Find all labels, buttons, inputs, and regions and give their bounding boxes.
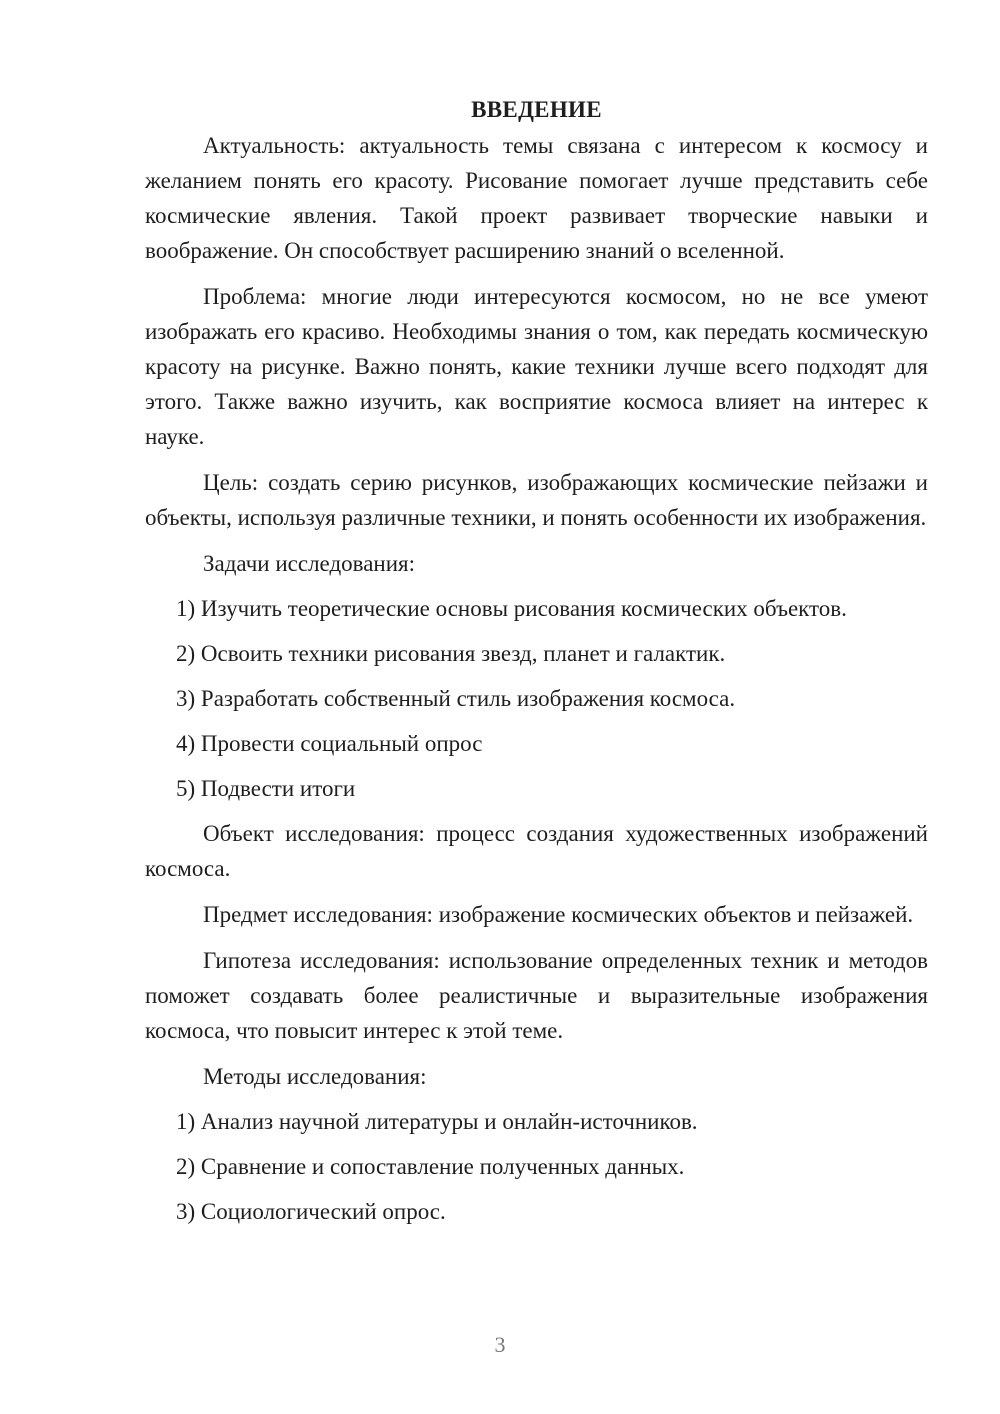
object-paragraph: Объект исследования: процесс создания художественных изображений космоса. xyxy=(145,821,928,881)
list-item: 1) Анализ научной литературы и онлайн-источников. xyxy=(176,1109,698,1134)
list-item: 1) Изучить теоретические основы рисования космических объектов. xyxy=(176,596,847,621)
list-item: 2) Освоить техники рисования звезд, планет и галактик. xyxy=(176,641,726,666)
list-item: 3) Разработать собственный стиль изображения космоса. xyxy=(176,686,736,711)
methods-title: Методы исследования: xyxy=(203,1064,427,1089)
goal-paragraph: Цель: создать серию рисунков, изображающих космические пейзажи и объекты, используя различные техники, и понять особенности их изображения. xyxy=(145,470,928,530)
list-item: 5) Подвести итоги xyxy=(176,776,356,801)
document-heading: ВВЕДЕНИЕ xyxy=(471,97,602,122)
document-page xyxy=(145,92,928,1239)
methods-list xyxy=(145,1104,928,1229)
tasks-title: Задачи исследования: xyxy=(203,551,416,576)
hypothesis-paragraph: Гипотеза исследования: использование определенных техник и методов поможет создавать более реалистичные и выразительные изображения космоса, что повысит интерес к этой теме. xyxy=(145,948,928,1043)
relevance-paragraph: Актуальность: актуальность темы связана с интересом к космосу и желанием понять его красоту. Рисование помогает лучше представить себе космические явления. Такой проект развивает творческие навыки и воображение. Он способствует расширению знаний о вселенной. xyxy=(145,133,928,263)
list-item: 3) Социологический опрос. xyxy=(176,1199,446,1224)
list-item: 2) Сравнение и сопоставление полученных данных. xyxy=(176,1154,685,1179)
problem-paragraph: Проблема: многие люди интересуются космосом, но не все умеют изображать его красиво. Необходимы знания о том, как передать космическую красоту на рисунке. Важно понять, какие техники лучше всего подходят для этого. Также важно изучить, как восприятие космоса влияет на интерес к науке. xyxy=(145,284,928,449)
page-number: 3 xyxy=(494,1332,506,1357)
subject-paragraph: Предмет исследования: изображение космических объектов и пейзажей. xyxy=(203,902,914,927)
tasks-list xyxy=(145,591,928,806)
list-item: 4) Провести социальный опрос xyxy=(176,731,483,756)
